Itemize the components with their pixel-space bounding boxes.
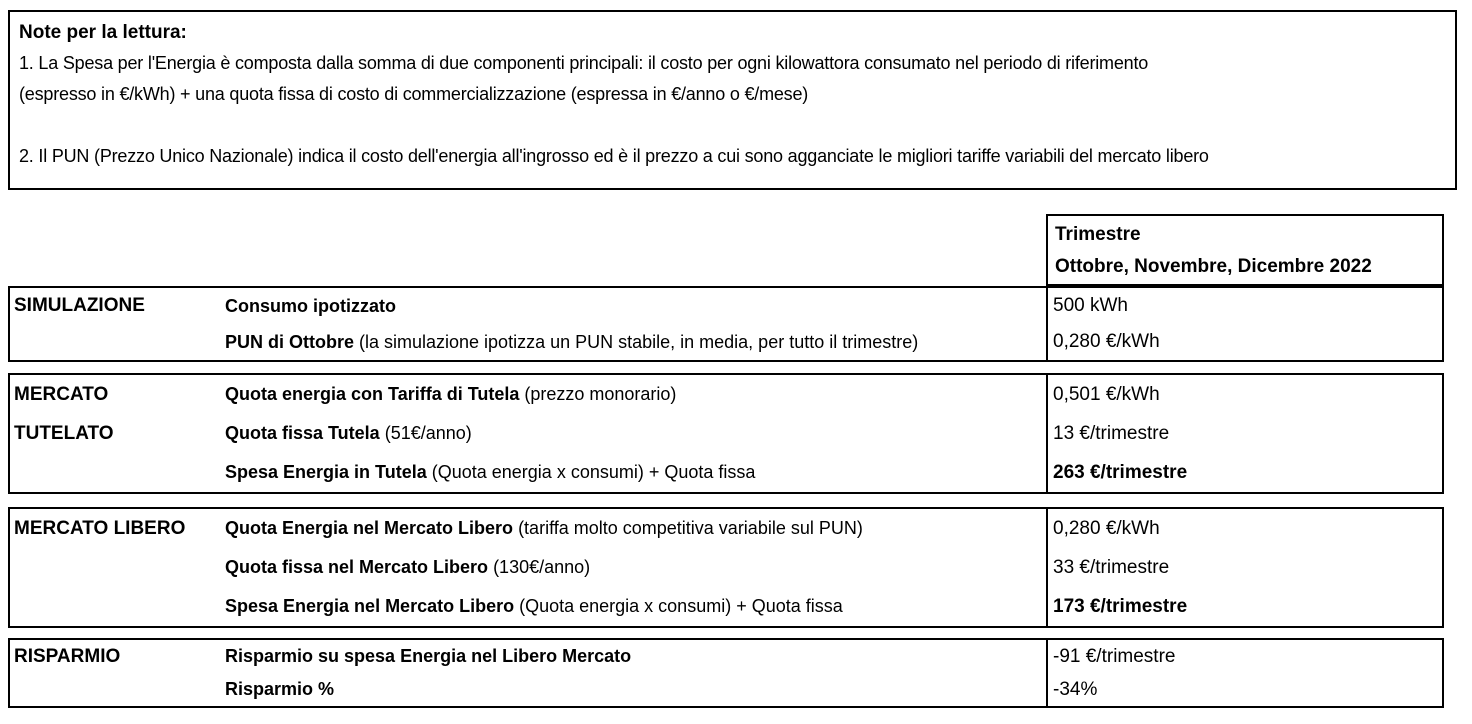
table-row <box>10 453 1442 492</box>
row-description <box>225 673 334 706</box>
row-value: 0,280 €/kWh <box>1053 518 1160 539</box>
row-term: Quota fissa nel Mercato Libero <box>225 557 489 577</box>
row-detail: (prezzo monorario) <box>519 384 677 404</box>
table-row <box>10 587 1442 626</box>
row-term: Risparmio % <box>225 679 335 699</box>
row-term: Spesa Energia in Tutela <box>225 462 427 482</box>
row-description <box>225 509 863 548</box>
row-detail: (Quota energia x consumi) + Quota fissa <box>514 596 843 616</box>
block-simulazione <box>8 286 1444 362</box>
row-detail: (la simulazione ipotizza un PUN stabile, in media, per tutto il trimestre) <box>354 332 919 352</box>
block-label-simulazione: SIMULAZIONE <box>14 295 145 316</box>
row-value: 0,280 €/kWh <box>1053 331 1160 352</box>
note-line-2: (espresso in €/kWh) + una quota fissa di costo di commercializzazione (espressa in €/anno o €/mese) <box>19 84 809 104</box>
row-term: Quota Energia nel Mercato Libero <box>225 518 514 538</box>
row-description <box>225 640 631 673</box>
table-row <box>10 324 1442 360</box>
row-detail: (130€/anno) <box>488 557 591 577</box>
row-value: 33 €/trimestre <box>1053 557 1170 578</box>
row-description <box>225 375 676 414</box>
row-detail: (51€/anno) <box>379 423 472 443</box>
row-description <box>225 414 472 453</box>
row-term: Consumo ipotizzato <box>225 296 396 316</box>
block-label-risparmio: RISPARMIO <box>14 646 121 667</box>
row-value: 500 kWh <box>1053 295 1128 316</box>
row-value: 263 €/trimestre <box>1053 462 1188 483</box>
table-row <box>10 673 1442 706</box>
notes-title: Note per la lettura: <box>19 22 187 43</box>
row-term: Risparmio su spesa Energia nel Libero Mercato <box>225 646 632 666</box>
table-row <box>10 288 1442 324</box>
row-term: Spesa Energia nel Mercato Libero <box>225 596 515 616</box>
block-mercato-tutelato <box>8 373 1444 494</box>
row-term: Quota energia con Tariffa di Tutela <box>225 384 520 404</box>
row-description <box>225 453 755 492</box>
row-value: 0,501 €/kWh <box>1053 384 1160 405</box>
table-row <box>10 414 1442 453</box>
row-value: 173 €/trimestre <box>1053 596 1188 617</box>
row-value: 13 €/trimestre <box>1053 423 1170 444</box>
row-description <box>225 548 590 587</box>
block-label-mercato-libero: MERCATO LIBERO <box>14 518 186 539</box>
table-row <box>10 375 1442 414</box>
row-term: Quota fissa Tutela <box>225 423 380 443</box>
block-label-mercato-tutelato: MERCATO TUTELATO <box>14 384 114 444</box>
row-description <box>225 324 918 360</box>
table-row <box>10 548 1442 587</box>
row-description <box>225 587 843 626</box>
reading-notes-box <box>8 10 1457 190</box>
note-line-1: 1. La Spesa per l'Energia è composta dalla somma di due componenti principali: il costo per ogni kilowattora consumato nel periodo di riferimento <box>19 53 1149 73</box>
row-description <box>225 288 396 324</box>
row-detail: (tariffa molto competitiva variabile sul PUN) <box>513 518 863 538</box>
table-row <box>10 509 1442 548</box>
table-row <box>10 640 1442 673</box>
row-term: PUN di Ottobre <box>225 332 354 352</box>
block-risparmio <box>8 638 1444 708</box>
note-line-3: 2. Il PUN (Prezzo Unico Nazionale) indica il costo dell'energia all'ingrosso ed è il prezzo a cui sono agganciate le migliori tariffe variabili del mercato libero <box>19 146 1209 166</box>
row-value: -34% <box>1053 679 1098 700</box>
row-value: -91 €/trimestre <box>1053 646 1176 667</box>
period-header-line1: Trimestre <box>1055 224 1141 245</box>
row-detail: (Quota energia x consumi) + Quota fissa <box>426 462 756 482</box>
period-header-cell <box>1046 214 1444 286</box>
block-mercato-libero <box>8 507 1444 628</box>
note-line-spacer <box>19 110 1446 141</box>
period-header-line2: Ottobre, Novembre, Dicembre 2022 <box>1055 256 1372 277</box>
